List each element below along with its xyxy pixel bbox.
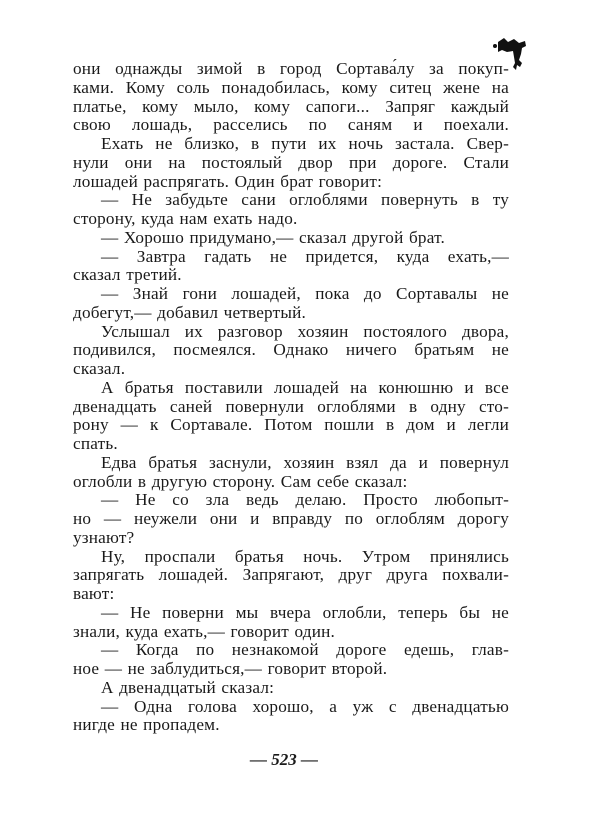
text-line: А двенадцатый сказал: <box>101 677 275 697</box>
text-line: нигде не пропадем. <box>73 715 220 735</box>
text-line: они однажды зимой в город Сортава́лу за покуп- <box>73 59 509 78</box>
text-line: сторону, куда нам ехать надо. <box>73 209 298 228</box>
text-line: спать. <box>73 434 118 453</box>
text-line: оглобли в другую сторону. Сам себе сказал: <box>73 471 408 491</box>
text-line: ное — не заблудиться,— говорит второй. <box>73 659 388 678</box>
text-line: — Не поверни мы вчера оглобли, теперь бы не <box>101 602 509 622</box>
text-line: платье, кому мыло, кому сапоги... Запряг каждый <box>73 96 509 116</box>
text-line: вают: <box>73 584 115 603</box>
text-line: — Хорошо придумано,— сказал другой брат. <box>101 227 446 247</box>
text-line: ками. Кому соль понадобилась, кому ситец жене на <box>73 77 509 97</box>
text-line: рону — к Сортавале. Потом пошли в дом и легли <box>73 415 509 435</box>
text-line: свою лошадь, расселись по саням и поехали. <box>73 115 509 135</box>
text-line: сказал третий. <box>73 265 182 285</box>
text-line: Ехать не близко, в пути их ночь застала. Свер- <box>101 134 509 153</box>
text-line: Услышал их разговор хозяин постоялого двора, <box>101 321 509 341</box>
text-line: Едва братья заснули, хозяин взял да и повернул <box>101 452 509 472</box>
text-line: подивился, посмеялся. Однако ничего братьям не <box>73 340 509 360</box>
text-line: двенадцать саней повернули оглоблями в одну сто- <box>73 396 509 416</box>
body-text <box>73 60 509 735</box>
text-line: лошадей распрягать. Один брат говорит: <box>73 171 383 191</box>
text-line: сказал. <box>73 359 126 378</box>
text-line: запрягать лошадей. Запрягают, друг друга похвали- <box>73 565 509 585</box>
text-line: добегут,— добавил четвертый. <box>73 302 306 322</box>
text-line: — Не забудьте сани оглоблями повернуть в ту <box>101 190 509 210</box>
text-line: узнают? <box>73 527 135 547</box>
text-line: — Знай гони лошадей, пока до Сортавалы не <box>101 284 509 303</box>
page-number: — 523 — <box>250 750 318 769</box>
text-line: — Одна голова хорошо, а уж с двенадцатью <box>101 696 509 716</box>
text-line: но — неужели они и вправду по оглоблям дорогу <box>73 509 509 528</box>
text-line: — Не со зла ведь делаю. Просто любопыт- <box>101 490 509 510</box>
text-line: — Завтра гадать не придется, куда ехать,— <box>101 246 509 266</box>
text-line: нули они на постоялый двор при дороге. Стали <box>73 152 509 172</box>
text-line: — Когда по незнакомой дороге едешь, глав- <box>101 640 509 660</box>
text-line: А братья поставили лошадей на конюшню и все <box>101 377 509 397</box>
text-line: Ну, проспали братья ночь. Утром принялись <box>101 546 509 566</box>
text-line: знали, куда ехать,— говорит один. <box>73 621 336 641</box>
